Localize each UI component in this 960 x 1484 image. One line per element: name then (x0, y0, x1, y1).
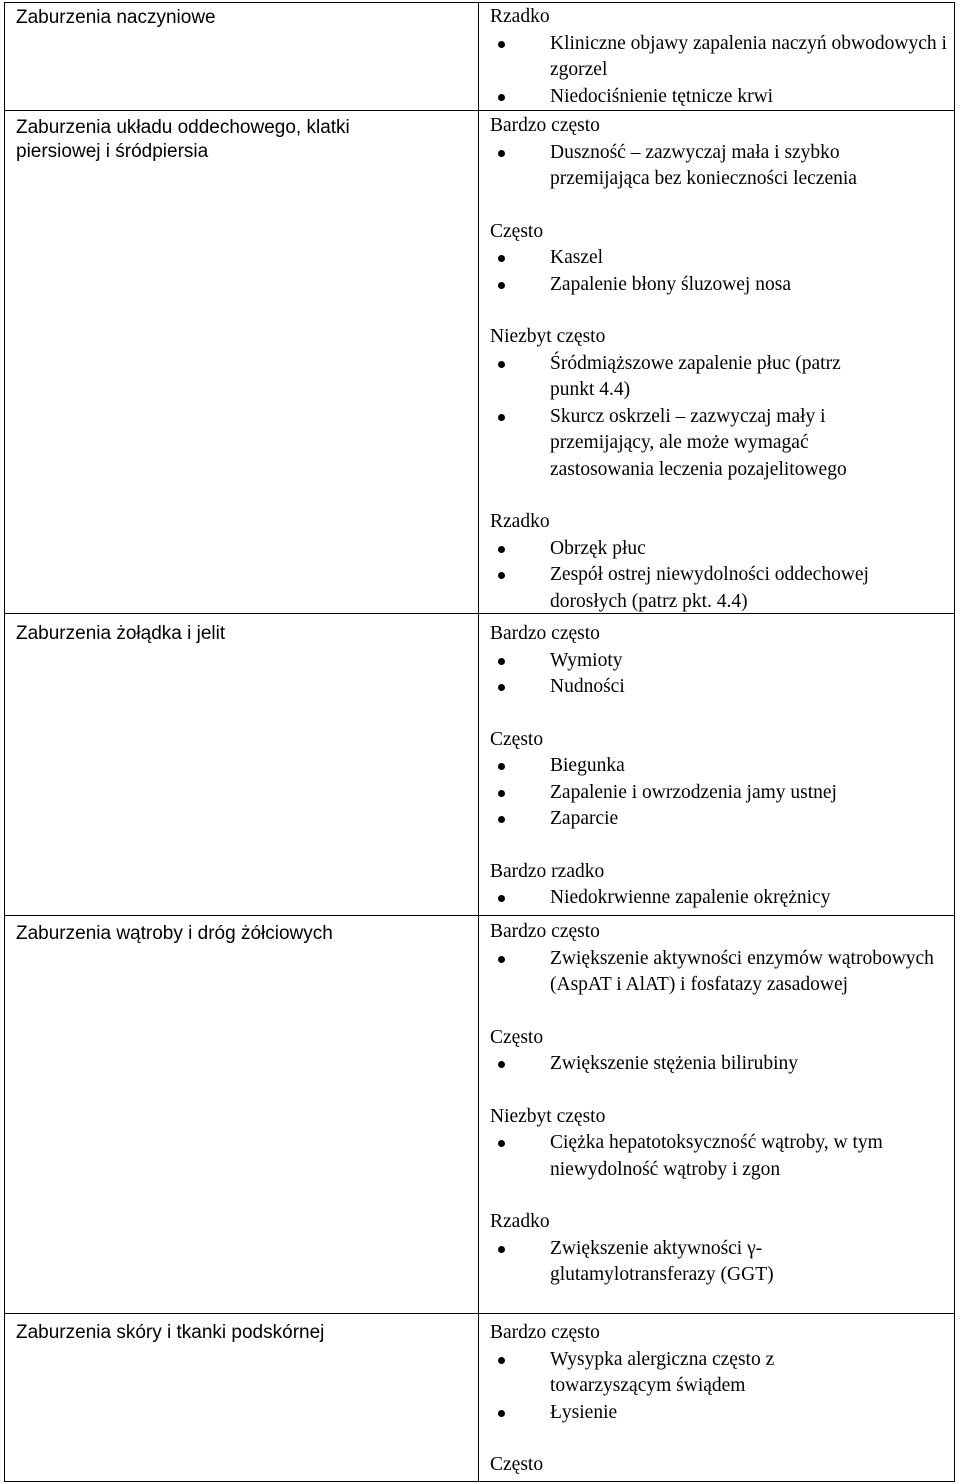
bullet-icon (498, 1246, 505, 1253)
list-item: Zwiększenie aktywności γ-glutamylotransferazy (GGT) (490, 1236, 950, 1289)
adverse-reactions-cell (490, 1320, 950, 1479)
list-item: Śródmiąższowe zapalenie płuc (patrz punkt 4.4) (490, 351, 950, 404)
bullet-icon (498, 572, 505, 579)
bullet-icon (498, 763, 505, 770)
system-organ-class: Zaburzenia żołądka i jelit (16, 623, 226, 644)
adverse-reactions-cell (490, 919, 950, 1289)
table-border-bottom (4, 1481, 955, 1482)
bullet-icon (498, 684, 505, 691)
list-item: Kliniczne objawy zapalenia naczyń obwodowych i zgorzel (490, 31, 950, 84)
bullet-icon (498, 414, 505, 421)
list-item: Zapalenie błony śluzowej nosa (490, 272, 950, 299)
table-border-middle (478, 2, 479, 1482)
frequency-label: Rzadko (490, 511, 550, 532)
bullet-icon (498, 816, 505, 823)
bullet-icon (498, 255, 505, 262)
list-item: Zapalenie i owrzodzenia jamy ustnej (490, 780, 950, 807)
frequency-label: Często (490, 220, 544, 242)
bullet-icon (498, 94, 505, 101)
list-item: Wymioty (490, 648, 950, 675)
bullet-icon (498, 150, 505, 157)
row-divider (4, 110, 955, 111)
frequency-label: Bardzo często (490, 921, 600, 942)
system-organ-class: Zaburzenia naczyniowe (16, 7, 216, 28)
list-item: Duszność – zazwyczaj mała i szybko przemijająca bez konieczności leczenia (490, 140, 950, 193)
bullet-icon (498, 956, 505, 963)
list-item: Zaparcie (490, 806, 950, 833)
system-organ-class: Zaburzenia wątroby i dróg żółciowych (16, 923, 333, 944)
list-item: Łysienie (490, 1400, 950, 1427)
bullet-icon (498, 658, 505, 665)
list-item: Obrzęk płuc (490, 536, 950, 563)
bullet-icon (498, 41, 505, 48)
frequency-label: Bardzo często (490, 623, 600, 644)
bullet-icon (498, 1061, 505, 1068)
list-item: Wysypka alergiczna często z towarzyszącym świądem (490, 1347, 950, 1400)
bullet-icon (498, 282, 505, 289)
adverse-reactions-cell (490, 113, 950, 615)
list-item: Zwiększenie aktywności enzymów wątrobowych (AspAT i AlAT) i fosfatazy zasadowej (490, 946, 950, 999)
list-item: Kaszel (490, 245, 950, 272)
bullet-icon (498, 1140, 505, 1147)
list-item: Skurcz oskrzeli – zazwyczaj mały i przemijający, ale może wymagać zastosowania leczenia pozajelitowego (490, 404, 950, 484)
table-border-left (4, 2, 5, 1482)
frequency-label: Często (490, 1454, 544, 1475)
frequency-label: Niezbyt często (490, 326, 606, 347)
system-organ-class: Zaburzenia skóry i tkanki podskórnej (16, 1322, 325, 1343)
adverse-reactions-cell (490, 4, 950, 110)
frequency-label: Bardzo często (490, 1322, 600, 1343)
list-item: Nudności (490, 674, 950, 701)
list-item: Zespół ostrej niewydolności oddechowej dorosłych (patrz pkt. 4.4) (490, 562, 950, 615)
bullet-icon (498, 1410, 505, 1417)
list-item: Ciężka hepatotoksyczność wątroby, w tym niewydolność wątroby i zgon (490, 1130, 950, 1183)
row-divider (4, 915, 955, 916)
frequency-label: Rzadko (490, 1211, 550, 1232)
frequency-label: Rzadko (490, 6, 550, 27)
bullet-icon (498, 790, 505, 797)
frequency-label: Niezbyt często (490, 1105, 606, 1127)
frequency-label: Często (490, 728, 544, 750)
frequency-label: Bardzo rzadko (490, 860, 605, 882)
bullet-icon (498, 361, 505, 368)
list-item: Zwiększenie stężenia bilirubiny (490, 1051, 950, 1078)
frequency-label: Często (490, 1026, 544, 1048)
table-border-right (954, 2, 955, 1482)
list-item: Niedokrwienne zapalenie okrężnicy (490, 885, 950, 912)
row-divider (4, 1313, 955, 1314)
bullet-icon (498, 1357, 505, 1364)
bullet-icon (498, 546, 505, 553)
bullet-icon (498, 895, 505, 902)
frequency-label: Bardzo często (490, 115, 600, 136)
system-organ-class: Zaburzenia układu oddechowego, klatki piersiowej i śródpiersia (16, 117, 350, 162)
table-border-top (4, 2, 955, 3)
list-item: Niedociśnienie tętnicze krwi (490, 84, 950, 111)
list-item: Biegunka (490, 753, 950, 780)
adverse-reactions-cell (490, 621, 950, 912)
